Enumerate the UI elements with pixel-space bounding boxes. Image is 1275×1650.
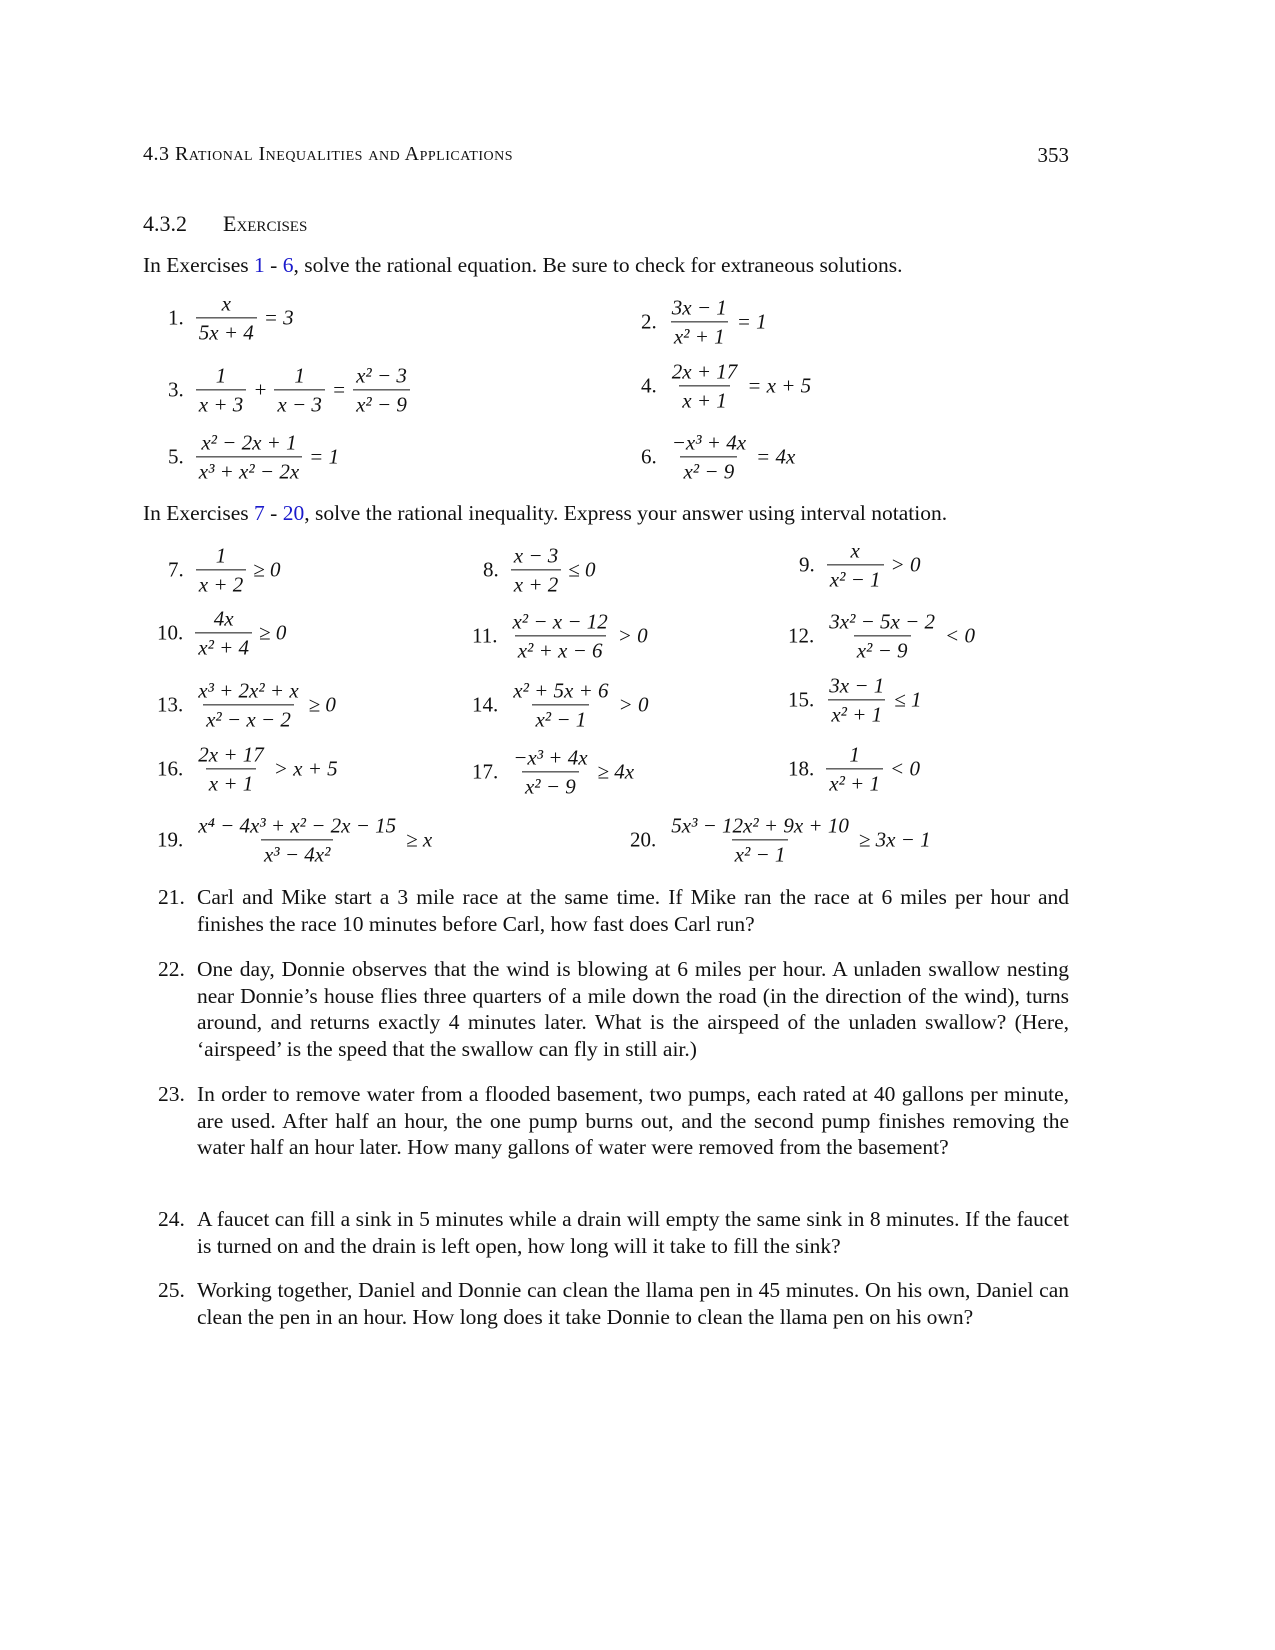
fraction (274, 363, 325, 416)
math-expression: ≥ 4x (597, 759, 635, 784)
numerator: −x³ + 4x (513, 745, 588, 770)
math-expression: ≥ 0 (308, 692, 336, 717)
exercise-number: 20. (630, 827, 657, 852)
numerator: x² − 2x + 1 (201, 430, 297, 455)
denominator: x² + 4 (195, 633, 252, 660)
exercise-number: 21. (158, 885, 185, 909)
numerator: 1 (215, 543, 227, 568)
exercise-number: 10. (157, 620, 184, 645)
exercise-number: 16. (157, 756, 184, 781)
exercise-item (472, 609, 651, 662)
exercise-number: 25. (158, 1278, 185, 1302)
math-expression: ≥ 0 (259, 620, 287, 645)
denominator: 5x + 4 (196, 318, 257, 345)
math-expression: ≥ 0 (253, 557, 281, 582)
fraction (669, 359, 741, 412)
exercise-link-7[interactable]: 7 (254, 501, 265, 525)
numerator: x² + 5x + 6 (513, 678, 609, 703)
problem-text: Working together, Daniel and Donnie can clean the llama pen in 45 minutes. On his own, Daniel can clean the pen in an hour. How long does it take Donnie to clean the llama pen on his own? (197, 1278, 1069, 1329)
numerator: −x³ + 4x (671, 430, 747, 455)
exercise-item (168, 430, 342, 483)
math-expression: ≥ 3x − 1 (858, 827, 931, 852)
fraction (196, 291, 257, 344)
section-title: Exercises (223, 211, 308, 236)
intro-text: In Exercises (143, 253, 255, 277)
intro-sep: - (264, 253, 283, 277)
fraction (195, 742, 267, 795)
denominator: x + 2 (196, 570, 247, 597)
math-expression: > 0 (618, 692, 649, 717)
fraction (195, 606, 252, 659)
numerator: 2x + 17 (198, 742, 264, 767)
numerator: x − 3 (513, 543, 559, 568)
exercise-number: 13. (157, 692, 184, 717)
math-expression: = 3 (263, 305, 294, 330)
denominator: x² + x − 6 (515, 636, 606, 663)
denominator: x³ + x² − 2x (196, 457, 302, 484)
fraction (510, 745, 590, 798)
denominator: x² − 1 (827, 565, 884, 592)
math-expression: = 1 (736, 309, 767, 334)
fraction (826, 609, 938, 662)
math-expression: ≤ 1 (894, 687, 922, 712)
denominator: x − 3 (274, 390, 325, 417)
fraction (510, 678, 611, 731)
problem-text: One day, Donnie observes that the wind is blowing at 6 miles per hour. A unladen swallow nesting near Donnie’s house flies three quarters of a mile down the road (in the direction of the wind), turns around, and returns exactly 4 minutes later. What is the airspeed of the unladen swallow? (Here, ‘airspeed’ is the speed that the swallow can fly in still air.) (197, 957, 1069, 1061)
math-expression: > 0 (617, 623, 648, 648)
exercise-item (641, 430, 798, 483)
exercise-item (157, 742, 341, 795)
exercise-item (157, 606, 289, 659)
numerator: x² − x − 12 (512, 609, 608, 634)
intro-inequalities (143, 501, 947, 526)
numerator: 3x − 1 (829, 673, 885, 698)
word-problem (158, 1206, 1069, 1259)
fraction (826, 742, 883, 795)
exercise-number: 7. (168, 557, 184, 582)
fraction (195, 813, 399, 866)
exercise-number: 12. (788, 623, 815, 648)
fraction (195, 678, 301, 731)
numerator: 3x² − 5x − 2 (829, 609, 936, 634)
denominator: x² − 9 (854, 636, 911, 663)
math-expression: = x + 5 (747, 373, 812, 398)
exercise-number: 3. (168, 377, 184, 402)
math-expression: = 1 (309, 444, 340, 469)
denominator: x + 1 (679, 386, 730, 413)
exercise-number: 18. (788, 756, 815, 781)
exercise-item (472, 678, 651, 731)
exercise-item (641, 359, 814, 412)
numerator: 5x³ − 12x² + 9x + 10 (671, 813, 849, 838)
denominator: x + 3 (196, 390, 247, 417)
exercise-item (483, 543, 599, 596)
section-heading (143, 211, 307, 237)
intro-text: , solve the rational inequality. Express your answer using interval notation. (304, 501, 948, 525)
exercise-item (472, 745, 637, 798)
fraction (196, 363, 247, 416)
intro-text: , solve the rational equation. Be sure to check for extraneous solutions. (293, 253, 903, 277)
problem-text: Carl and Mike start a 3 mile race at the same time. If Mike ran the race at 6 miles per hour and finishes the race 10 minutes before Carl, how fast does Carl run? (197, 885, 1069, 936)
numerator: x⁴ − 4x³ + x² − 2x − 15 (198, 813, 397, 838)
section-number: 4.3.2 (143, 211, 187, 236)
denominator: x² + 1 (671, 322, 728, 349)
denominator: x² − 9 (522, 772, 579, 799)
problem-text: A faucet can fill a sink in 5 minutes while a drain will empty the same sink in 8 minutes. If the faucet is turned on and the drain is left open, how long will it take to fill the sink? (197, 1207, 1069, 1258)
exercise-number: 19. (157, 827, 184, 852)
exercise-item (168, 363, 414, 416)
fraction (353, 363, 410, 416)
fraction (827, 538, 884, 591)
exercise-number: 22. (158, 957, 185, 981)
intro-sep: - (264, 501, 283, 525)
word-problem (158, 1277, 1069, 1330)
exercise-number: 15. (788, 687, 815, 712)
math-expression: < 0 (945, 623, 975, 648)
denominator: x² + 1 (826, 769, 883, 796)
problem-text: In order to remove water from a flooded basement, two pumps, each rated at 40 gallons per minute, are used. After half an hour, the one pump burns out, and the second pump finishes removing the water half an hour later. How many gallons of water were removed from the basement? (197, 1082, 1069, 1159)
denominator: x² − x − 2 (203, 705, 294, 732)
exercise-number: 5. (168, 444, 184, 469)
exercise-number: 11. (472, 623, 498, 648)
denominator: x² − 1 (732, 840, 789, 867)
exercise-item (788, 673, 925, 726)
running-head: 4.3 Rational Inequalities and Applications (143, 143, 513, 165)
math-expression: > 0 (890, 552, 921, 577)
denominator: x² − 1 (532, 705, 589, 732)
numerator: 3x − 1 (671, 295, 727, 320)
fraction (669, 295, 730, 348)
numerator: 1 (215, 363, 227, 388)
fraction (196, 430, 302, 483)
denominator: x³ − 4x² (261, 840, 333, 867)
word-problem (158, 956, 1069, 1062)
denominator: x + 2 (511, 570, 562, 597)
numerator: 1 (294, 363, 305, 388)
exercise-item (641, 295, 770, 348)
denominator: x² − 9 (680, 457, 737, 484)
exercise-item (788, 742, 923, 795)
exercise-item (168, 291, 297, 344)
exercise-item (788, 609, 978, 662)
math-expression: < 0 (890, 756, 920, 781)
exercise-link-20[interactable]: 20 (282, 501, 305, 525)
exercise-item (157, 678, 339, 731)
exercise-number: 24. (158, 1207, 185, 1231)
exercise-link-6[interactable]: 6 (282, 253, 294, 277)
exercise-item (168, 543, 284, 596)
exercise-number: 4. (641, 373, 657, 398)
intro-text: In Exercises (143, 501, 255, 525)
numerator: x² − 3 (356, 363, 407, 388)
fraction (509, 609, 610, 662)
exercise-link-1[interactable]: 1 (254, 253, 265, 277)
math-expression: = 4x (756, 444, 796, 469)
exercise-number: 1. (168, 305, 184, 330)
exercise-number: 8. (483, 557, 499, 582)
math-expression: = (331, 377, 347, 402)
exercise-item (799, 538, 923, 591)
exercise-item (630, 813, 934, 866)
numerator: x³ + 2x² + x (198, 678, 299, 703)
exercise-item (157, 813, 435, 866)
numerator: x (221, 291, 231, 316)
exercise-number: 23. (158, 1082, 185, 1106)
exercise-number: 17. (472, 759, 499, 784)
fraction (668, 813, 852, 866)
page-number: 353 (1037, 143, 1069, 167)
math-expression: ≥ x (406, 827, 433, 852)
fraction (669, 430, 749, 483)
fraction (196, 543, 247, 596)
fraction (511, 543, 562, 596)
intro-equations (143, 253, 902, 278)
exercise-number: 9. (799, 552, 815, 577)
fraction (826, 673, 887, 726)
numerator: x (850, 538, 860, 563)
numerator: 2x + 17 (671, 359, 738, 384)
math-expression: + (253, 377, 268, 402)
numerator: 4x (213, 606, 234, 631)
math-expression: ≤ 0 (568, 557, 596, 582)
denominator: x + 1 (206, 769, 257, 796)
denominator: x² + 1 (828, 700, 885, 727)
word-problem (158, 1081, 1069, 1161)
numerator: 1 (849, 742, 860, 767)
exercise-number: 2. (641, 309, 657, 334)
math-expression: > x + 5 (273, 756, 338, 781)
word-problem (158, 884, 1069, 937)
exercise-number: 14. (472, 692, 499, 717)
denominator: x² − 9 (353, 390, 410, 417)
exercise-number: 6. (641, 444, 657, 469)
